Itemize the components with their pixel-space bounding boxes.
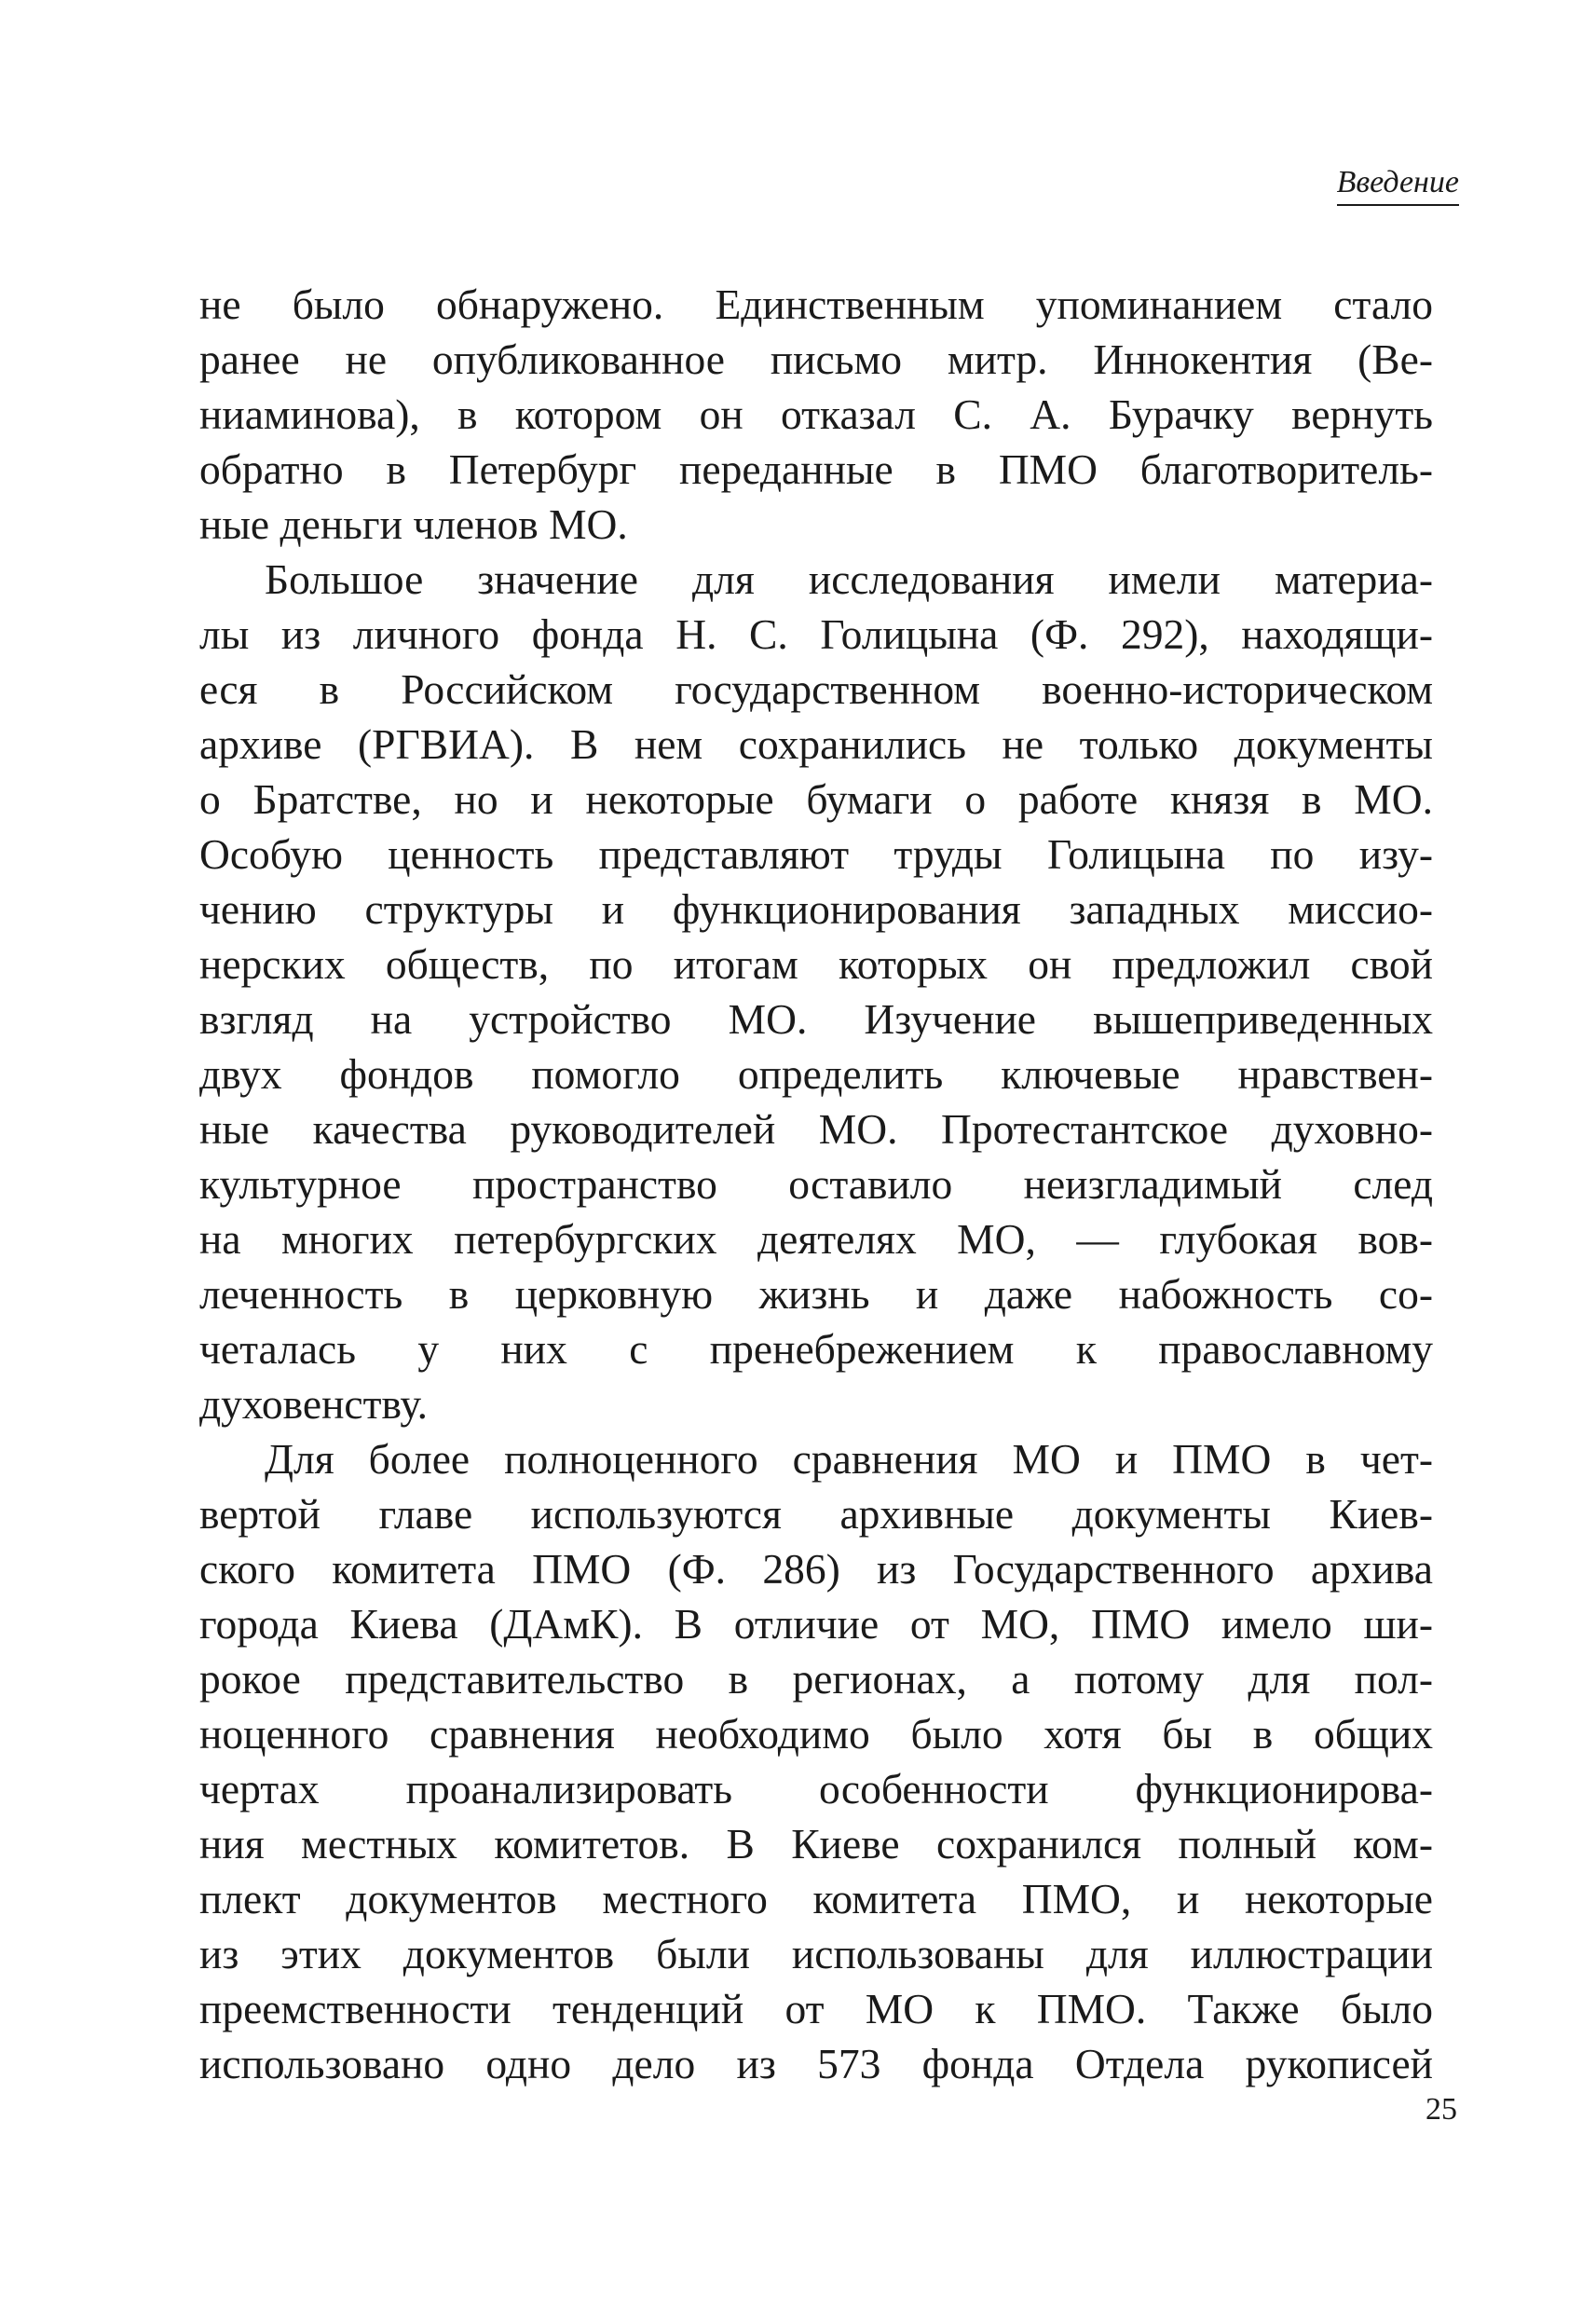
text-line: о Братстве, но и некоторые бумаги о работе князя в МО. [199,775,1433,823]
text-line: преемственности тенденций от МО к ПМО. Также было [199,1985,1433,2032]
text-line: ные деньги членов МО. [199,500,628,548]
text-line: из этих документов были использованы для иллюстрации [199,1930,1433,1977]
text-line: взгляд на устройство МО. Изучение вышеприведенных [199,995,1433,1043]
text-line: леченность в церковную жизнь и даже набожность со- [199,1270,1433,1318]
text-line: еся в Российском государственном военно-историческом [199,665,1433,713]
text-line: ского комитета ПМО (Ф. 286) из Государственного архива [199,1545,1433,1593]
text-line: вертой главе используются архивные документы Киев- [199,1490,1433,1538]
text-line: четалась у них с пренебрежением к православному [199,1325,1433,1373]
text-line: обратно в Петербург переданные в ПМО благотворитель- [199,445,1433,493]
text-line: ранее не опубликованное письмо митр. Иннокентия (Ве- [199,335,1433,383]
text-line: Большое значение для исследования имели материа- [265,555,1433,603]
text-line: Для более полноценного сравнения МО и ПМО в чет- [265,1435,1433,1483]
text-line: рокое представительство в регионах, а потому для пол- [199,1655,1433,1703]
page-number: 25 [1425,2092,1457,2127]
text-line: плект документов местного комитета ПМО, и некоторые [199,1875,1433,1922]
running-header: Введение [1337,164,1459,206]
text-line: на многих петербургских деятелях МО, — глубокая вов- [199,1215,1433,1263]
text-line: нерских обществ, по итогам которых он предложил свой [199,940,1433,988]
text-line: чертах проанализировать особенности функционирова- [199,1765,1433,1813]
paragraph [199,552,1433,1431]
text-line: архиве (РГВИА). В нем сохранились не только документы [199,720,1433,768]
text-line: ния местных комитетов. В Киеве сохранился полный ком- [199,1820,1433,1867]
text-line: двух фондов помогло определить ключевые нравствен- [199,1050,1433,1098]
text-line: Особую ценность представляют труды Голицына по изу- [199,830,1433,878]
text-line: ноценного сравнения необходимо было хотя бы в общих [199,1710,1433,1758]
text-line: ниаминова), в котором он отказал С. А. Бурачку вернуть [199,390,1433,438]
text-line: города Киева (ДАмК). В отличие от МО, ПМО имело ши- [199,1600,1433,1648]
text-line: чению структуры и функционирования западных миссио- [199,885,1433,933]
body-text [199,277,1433,2091]
text-line: духовенству. [199,1380,429,1428]
text-line: лы из личного фонда Н. С. Голицына (Ф. 292), находящи- [199,610,1433,658]
paragraph [199,277,1433,552]
text-line: использовано одно дело из 573 фонда Отдела рукописей [199,2040,1433,2087]
text-line: не было обнаружено. Единственным упоминанием стало [199,280,1433,328]
paragraph [199,1431,1433,2091]
text-line: ные качества руководителей МО. Протестантское духовно- [199,1105,1433,1153]
text-line: культурное пространство оставило неизгладимый след [199,1160,1433,1208]
